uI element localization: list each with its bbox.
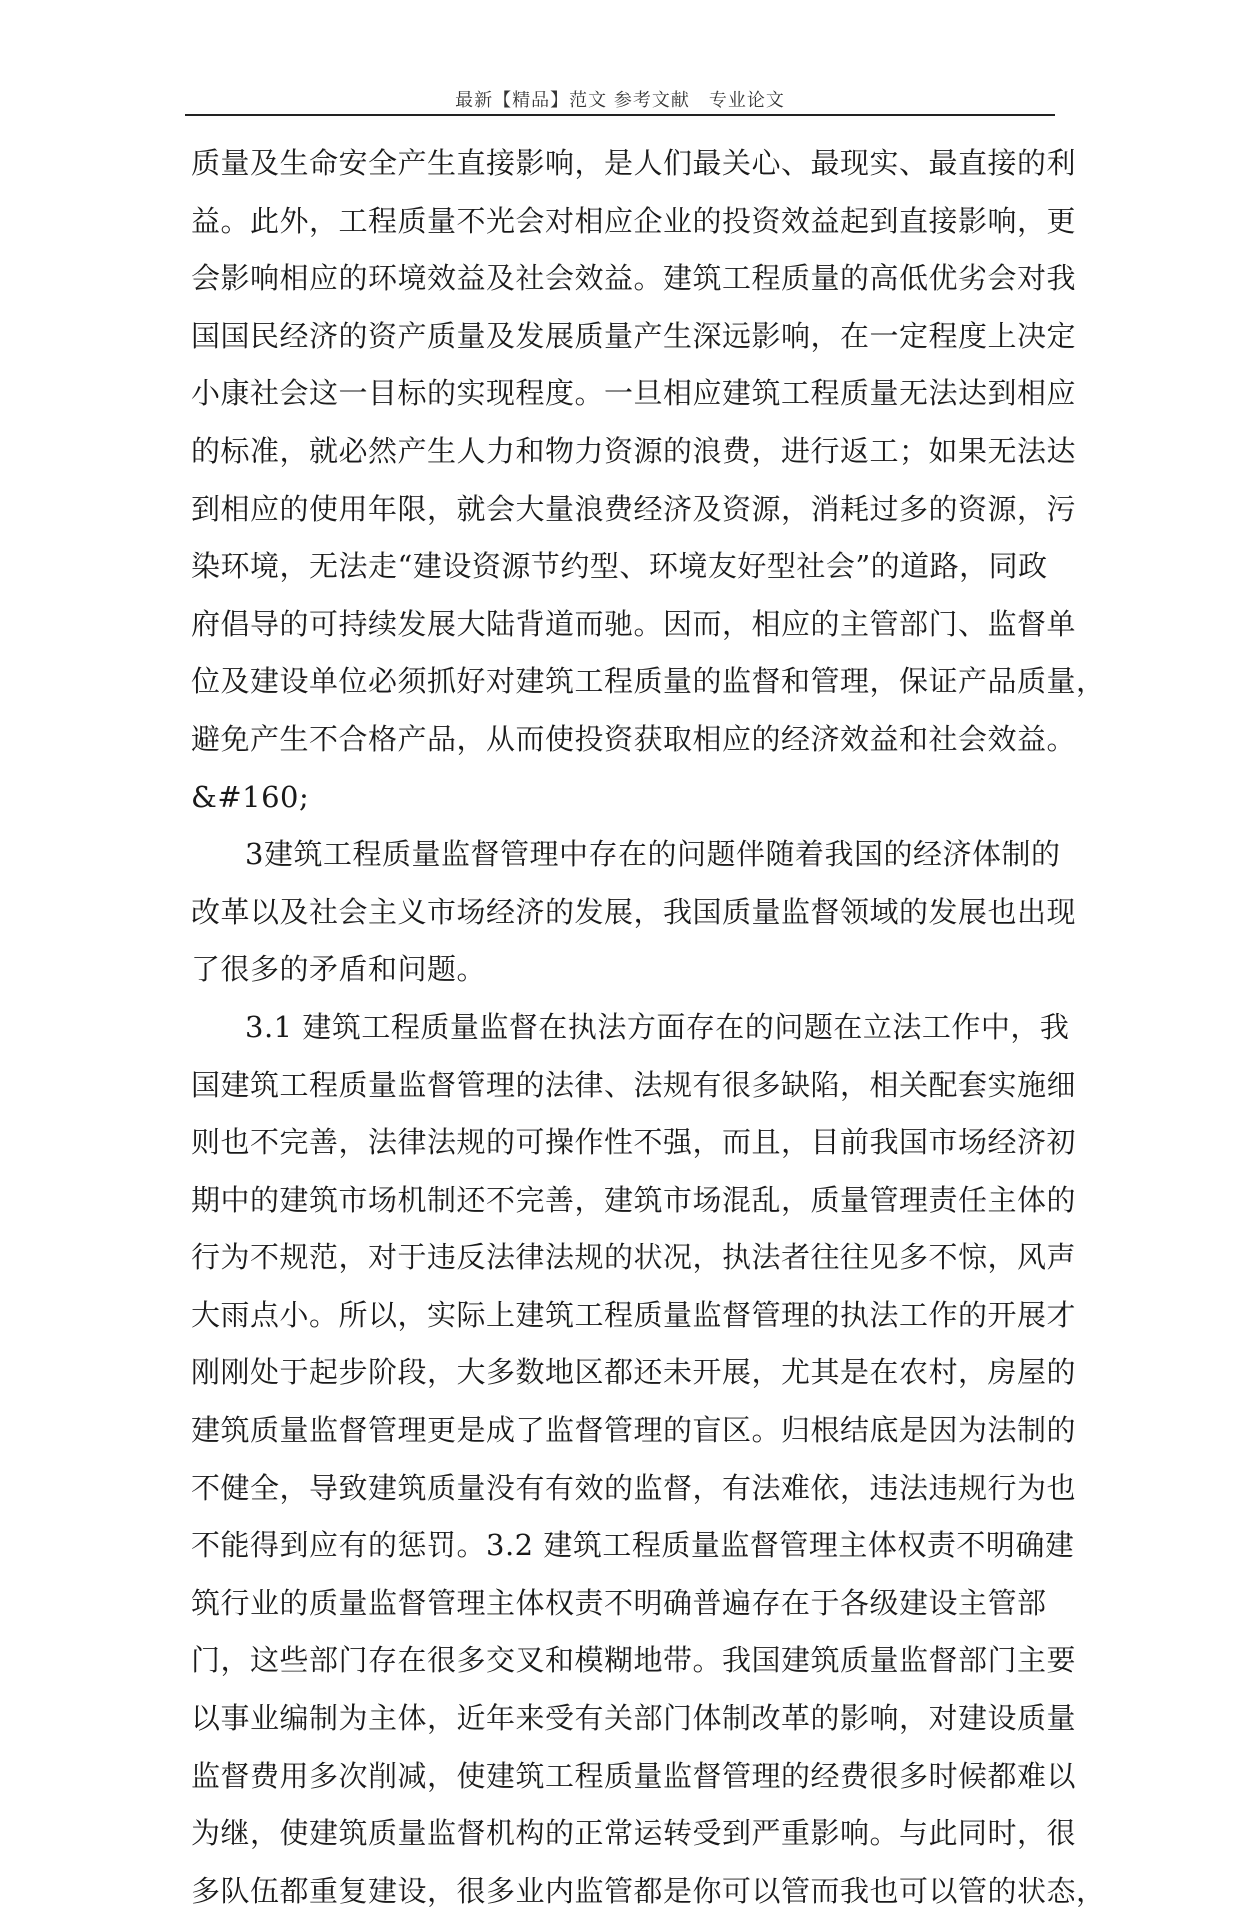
text-line: 不健全，导致建筑质量没有有效的监督，有法难依，违法违规行为也 <box>191 1470 1077 1505</box>
section-heading-3: 3建筑工程质量监督管理中存在的问题伴随着我国的经济体制的 <box>245 837 1061 872</box>
section-heading-3-1: 3.1 建筑工程质量监督在执法方面存在的问题在立法工作中，我 <box>245 1009 1070 1044</box>
text-line: 府倡导的可持续发展大陆背道而驰。因而，相应的主管部门、监督单 <box>191 606 1077 641</box>
text-line: 以事业编制为主体，近年来受有关部门体制改革的影响，对建设质量 <box>191 1701 1077 1736</box>
document-body <box>191 135 1106 1920</box>
header-divider <box>185 114 1055 116</box>
text-line: 国国民经济的资产质量及发展质量产生深远影响，在一定程度上决定 <box>191 318 1077 353</box>
text-line: 多队伍都重复建设，很多业内监管都是你可以管而我也可以管的状态， <box>191 1873 1106 1908</box>
text-line: 监督费用多次削减，使建筑工程质量监督管理的经费很多时候都难以 <box>191 1758 1077 1793</box>
text-line: 小康社会这一目标的实现程度。一旦相应建筑工程质量无法达到相应 <box>191 376 1077 411</box>
text-line: 建筑质量监督管理更是成了监督管理的盲区。归根结底是因为法制的 <box>191 1413 1077 1448</box>
text-line: 染环境，无法走“建设资源节约型、环境友好型社会”的道路，同政 <box>191 549 1048 584</box>
text-line: 门，这些部门存在很多交叉和模糊地带。我国建筑质量监督部门主要 <box>191 1643 1077 1678</box>
text-line: 则也不完善，法律法规的可操作性不强，而且，目前我国市场经济初 <box>191 1125 1077 1160</box>
text-line: 大雨点小。所以，实际上建筑工程质量监督管理的执法工作的开展才 <box>191 1297 1077 1332</box>
text-line: 质量及生命安全产生直接影响，是人们最关心、最现实、最直接的利 <box>191 146 1077 180</box>
text-line: 行为不规范，对于违反法律法规的状况，执法者往往见多不惊，风声 <box>191 1240 1077 1275</box>
text-line: 为继，使建筑质量监督机构的正常运转受到严重影响。与此同时，很 <box>191 1816 1077 1851</box>
text-line: 刚刚处于起步阶段，大多数地区都还未开展，尤其是在农村，房屋的 <box>191 1355 1077 1390</box>
page-header: 最新【精品】范文 参考文献 专业论文 <box>455 90 785 111</box>
text-line: 筑行业的质量监督管理主体权责不明确普遍存在于各级建设主管部 <box>191 1585 1047 1620</box>
text-line: 位及建设单位必须抓好对建筑工程质量的监督和管理，保证产品质量， <box>191 664 1106 699</box>
text-line: 国建筑工程质量监督管理的法律、法规有很多缺陷，相关配套实施细 <box>191 1067 1077 1102</box>
text-line: 不能得到应有的惩罚。3.2 建筑工程质量监督管理主体权责不明确建 <box>191 1528 1075 1563</box>
text-line: 了很多的矛盾和问题。 <box>191 952 487 987</box>
text-line: 期中的建筑市场机制还不完善，建筑市场混乱，质量管理责任主体的 <box>191 1182 1077 1217</box>
text-line: &#160; <box>191 779 310 814</box>
text-line: 避免产生不合格产品，从而使投资获取相应的经济效益和社会效益。 <box>191 721 1077 756</box>
text-line: 到相应的使用年限，就会大量浪费经济及资源，消耗过多的资源，污 <box>191 491 1077 526</box>
text-line: 会影响相应的环境效益及社会效益。建筑工程质量的高低优劣会对我 <box>191 261 1077 296</box>
text-line: 改革以及社会主义市场经济的发展，我国质量监督领域的发展也出现 <box>191 894 1077 929</box>
text-line: 益。此外，工程质量不光会对相应企业的投资效益起到直接影响，更 <box>191 203 1077 238</box>
text-line: 的标准，就必然产生人力和物力资源的浪费，进行返工；如果无法达 <box>191 433 1077 468</box>
